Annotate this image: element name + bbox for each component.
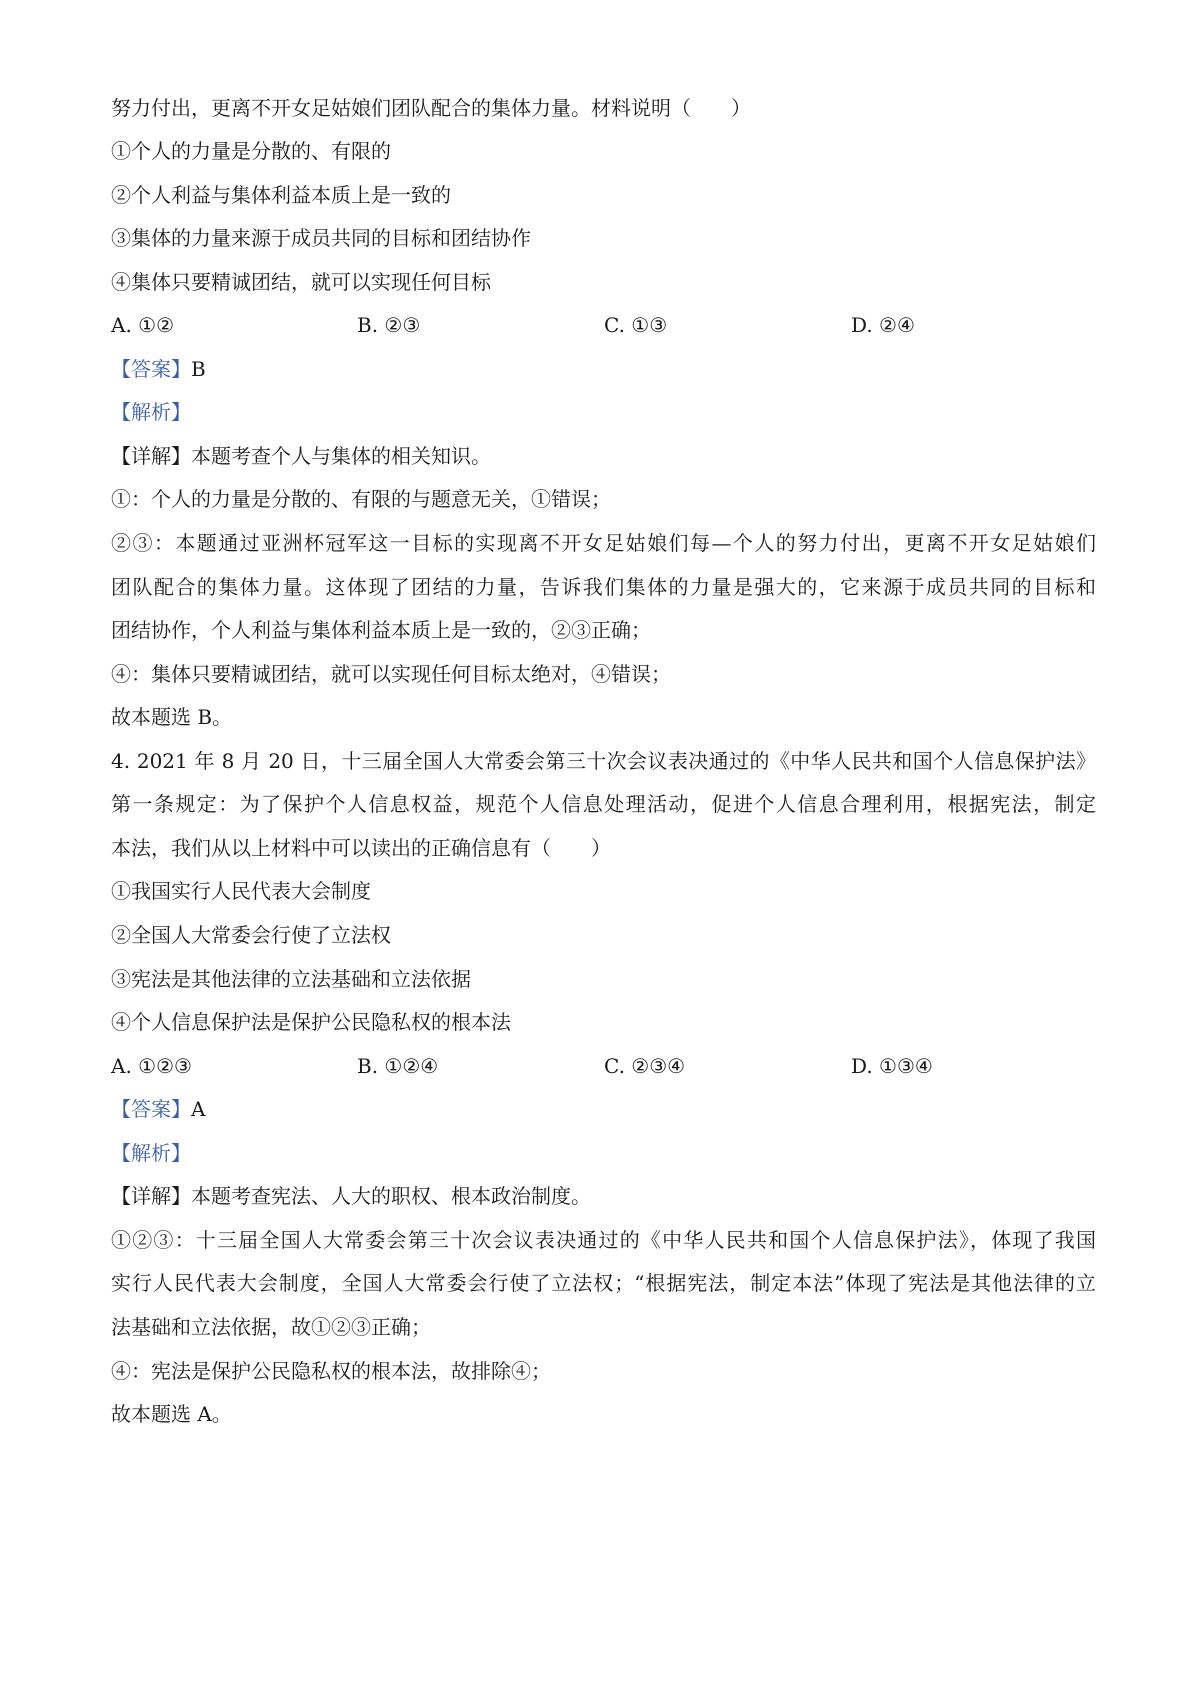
q3-option-c: C. ①③ xyxy=(604,313,668,337)
q4-option-d: D. ①③④ xyxy=(851,1054,933,1078)
q3-item-2: ②个人利益与集体利益本质上是一致的 xyxy=(111,183,451,207)
q3-explain-4: 团结协作，个人利益与集体利益本质上是一致的，②③正确； xyxy=(111,618,651,642)
q3-item-1: ①个人的力量是分散的、有限的 xyxy=(111,139,391,163)
analysis-tag: 【解析】 xyxy=(111,1141,191,1165)
q4-option-a: A. ①②③ xyxy=(111,1054,192,1078)
q3-detail-intro: 本题考查个人与集体的相关知识。 xyxy=(191,444,491,468)
q4-answer-line xyxy=(111,1095,1096,1123)
detail-tag: 【详解】 xyxy=(111,444,191,468)
q3-explain-3: 团队配合的集体力量。这体现了团结的力量，告诉我们集体的力量是强大的，它来源于成员共同的目标和 xyxy=(111,575,1096,599)
q4-conclusion: 故本题选 A。 xyxy=(111,1402,232,1426)
q3-answer-value: B xyxy=(191,357,206,381)
q4-option-c: C. ②③④ xyxy=(604,1054,686,1078)
q4-answer-value: A xyxy=(191,1097,206,1121)
q3-option-b: B. ②③ xyxy=(357,313,421,337)
q4-stem-2: 第一条规定：为了保护个人信息权益，规范个人信息处理活动，促进个人信息合理利用，根据宪法，制定 xyxy=(111,792,1096,816)
analysis-tag: 【解析】 xyxy=(111,400,191,424)
q4-item-1: ①我国实行人民代表大会制度 xyxy=(111,879,371,903)
q4-detail-intro: 本题考查宪法、人大的职权、根本政治制度。 xyxy=(191,1184,591,1208)
q4-options xyxy=(111,1052,1096,1080)
q3-option-a: A. ①② xyxy=(111,313,175,337)
q4-explain-4: ④：宪法是保护公民隐私权的根本法，故排除④； xyxy=(111,1359,551,1383)
q4-stem-1: 4. 2021 年 8 月 20 日，十三届全国人大常委会第三十次会议表决通过的《中华人民共和国个人信息保护法》 xyxy=(111,749,1096,773)
q3-option-d: D. ②④ xyxy=(851,313,915,337)
q3-explain-2: ②③：本题通过亚洲杯冠军这一目标的实现离不开女足姑娘们每—个人的努力付出，更离不开女足姑娘们 xyxy=(111,531,1096,555)
q4-item-3: ③宪法是其他法律的立法基础和立法依据 xyxy=(111,967,471,991)
q4-explain-3: 法基础和立法依据，故①②③正确； xyxy=(111,1315,431,1339)
q3-answer-line xyxy=(111,355,1096,383)
q4-item-4: ④个人信息保护法是保护公民隐私权的根本法 xyxy=(111,1010,511,1034)
q3-analysis-line xyxy=(111,398,1096,426)
q3-explain-5: ④：集体只要精诚团结，就可以实现任何目标太绝对，④错误； xyxy=(111,662,671,686)
q4-analysis-line xyxy=(111,1139,1096,1167)
q3-detail-line xyxy=(111,442,1096,470)
q4-explain-1: ①②③：十三届全国人大常委会第三十次会议表决通过的《中华人民共和国个人信息保护法》，体现了我国 xyxy=(111,1228,1096,1252)
q4-explain-2: 实行人民代表大会制度，全国人大常委会行使了立法权；“根据宪法，制定本法”体现了宪法是其他法律的立 xyxy=(111,1271,1096,1295)
q3-stem-tail: 努力付出，更离不开女足姑娘们团队配合的集体力量。材料说明（ ） xyxy=(111,96,751,120)
answer-tag: 【答案】 xyxy=(111,357,191,381)
q4-stem-3: 本法，我们从以上材料中可以读出的正确信息有（ ） xyxy=(111,836,611,860)
q3-item-3: ③集体的力量来源于成员共同的目标和团结协作 xyxy=(111,226,531,250)
detail-tag: 【详解】 xyxy=(111,1184,191,1208)
q4-item-2: ②全国人大常委会行使了立法权 xyxy=(111,923,391,947)
q3-conclusion: 故本题选 B。 xyxy=(111,705,233,729)
answer-tag: 【答案】 xyxy=(111,1097,191,1121)
q4-option-b: B. ①②④ xyxy=(357,1054,439,1078)
q3-item-4: ④集体只要精诚团结，就可以实现任何目标 xyxy=(111,270,491,294)
q3-explain-1: ①：个人的力量是分散的、有限的与题意无关，①错误； xyxy=(111,487,611,511)
q3-options xyxy=(111,311,1096,339)
q4-detail-line xyxy=(111,1182,1096,1210)
